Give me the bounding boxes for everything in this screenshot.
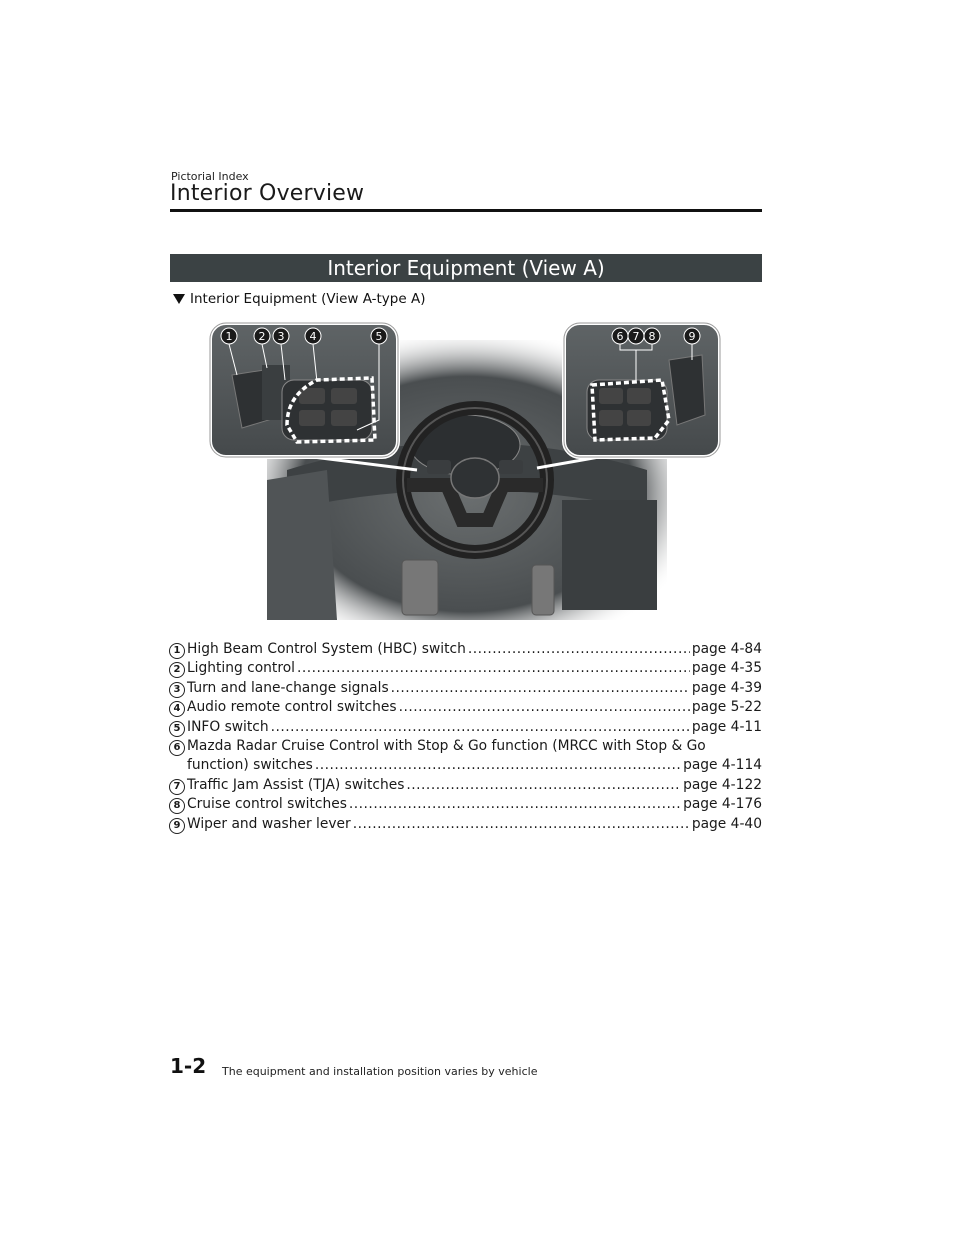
page-reference[interactable]: page 4-84 xyxy=(691,641,762,657)
item-number: 8 xyxy=(169,798,185,814)
list-item xyxy=(169,815,762,834)
list-item xyxy=(169,698,762,717)
subheading-text: Interior Equipment (View A-type A) xyxy=(190,291,426,307)
item-number: 3 xyxy=(169,682,185,698)
dot-leader xyxy=(391,679,690,698)
page-reference[interactable]: page 4-122 xyxy=(683,776,762,793)
page-reference[interactable]: page 4-39 xyxy=(691,679,762,696)
title-rule xyxy=(170,209,762,212)
callout-8 xyxy=(644,328,660,344)
item-label: Mazda Radar Cruise Control with Stop & Go function (MRCC with Stop & Go xyxy=(187,738,706,755)
list-item xyxy=(169,659,762,678)
item-label: Turn and lane-change signals xyxy=(187,679,389,696)
svg-text:5: 5 xyxy=(375,330,383,343)
callout-3 xyxy=(273,328,289,344)
interior-illustration xyxy=(207,320,723,626)
item-number: 2 xyxy=(169,662,185,678)
callout-6 xyxy=(612,328,628,344)
callout-2 xyxy=(254,328,270,344)
door-panel xyxy=(267,470,337,620)
dot-leader xyxy=(315,756,681,775)
list-item xyxy=(169,795,762,814)
svg-text:1: 1 xyxy=(225,330,233,343)
item-label-continued: function) switches xyxy=(187,757,313,774)
list-item xyxy=(169,679,762,698)
page-reference[interactable]: page 4-40 xyxy=(691,815,762,832)
item-number: 5 xyxy=(169,721,185,737)
callout-5 xyxy=(371,328,387,344)
footer-note: The equipment and installation position varies by vehicle xyxy=(222,1065,538,1078)
list-item xyxy=(169,776,762,795)
item-label: Wiper and washer lever xyxy=(187,815,351,832)
dot-leader xyxy=(399,698,690,717)
left-inset xyxy=(210,323,398,457)
list-item xyxy=(169,737,762,776)
page-title: Interior Overview xyxy=(170,181,365,206)
item-label: INFO switch xyxy=(187,718,269,735)
dot-leader xyxy=(349,795,681,814)
svg-text:3: 3 xyxy=(277,330,285,343)
item-list xyxy=(169,640,762,834)
page-number: 1-2 xyxy=(170,1054,207,1078)
subheading xyxy=(173,291,425,307)
dot-leader xyxy=(271,718,690,737)
item-label: Lighting control xyxy=(187,660,295,677)
svg-text:8: 8 xyxy=(648,330,656,343)
item-label: Audio remote control switches xyxy=(187,699,397,716)
item-number: 9 xyxy=(169,818,185,834)
item-label: Traffic Jam Assist (TJA) switches xyxy=(187,776,405,793)
page-reference[interactable]: page 4-35 xyxy=(691,660,762,677)
item-label: High Beam Control System (HBC) switch xyxy=(187,641,466,657)
callout-9 xyxy=(684,328,700,344)
down-triangle-icon xyxy=(173,294,185,304)
svg-text:2: 2 xyxy=(258,330,266,343)
callout-7 xyxy=(628,328,644,344)
svg-text:6: 6 xyxy=(616,330,624,343)
section-kicker: Pictorial Index xyxy=(171,170,249,183)
center-console xyxy=(562,500,657,610)
svg-text:4: 4 xyxy=(309,330,317,343)
callout-1 xyxy=(221,328,237,344)
dot-leader xyxy=(353,815,690,834)
page-reference[interactable]: page 4-176 xyxy=(683,796,762,813)
item-label: Cruise control switches xyxy=(187,796,347,813)
section-banner: Interior Equipment (View A) xyxy=(170,254,762,282)
svg-text:7: 7 xyxy=(632,330,640,343)
item-number: 7 xyxy=(169,779,185,795)
dot-leader xyxy=(468,640,690,659)
page-reference[interactable]: page 4-114 xyxy=(683,757,762,774)
item-number: 4 xyxy=(169,701,185,717)
item-number: 1 xyxy=(169,643,185,659)
list-item xyxy=(169,640,762,659)
item-number: 6 xyxy=(169,740,185,756)
list-item xyxy=(169,718,762,737)
dot-leader xyxy=(297,659,690,678)
dot-leader xyxy=(406,776,681,795)
page-reference[interactable]: page 5-22 xyxy=(691,699,762,716)
page-reference[interactable]: page 4-11 xyxy=(691,718,762,735)
svg-text:9: 9 xyxy=(688,330,696,343)
callout-4 xyxy=(305,328,321,344)
